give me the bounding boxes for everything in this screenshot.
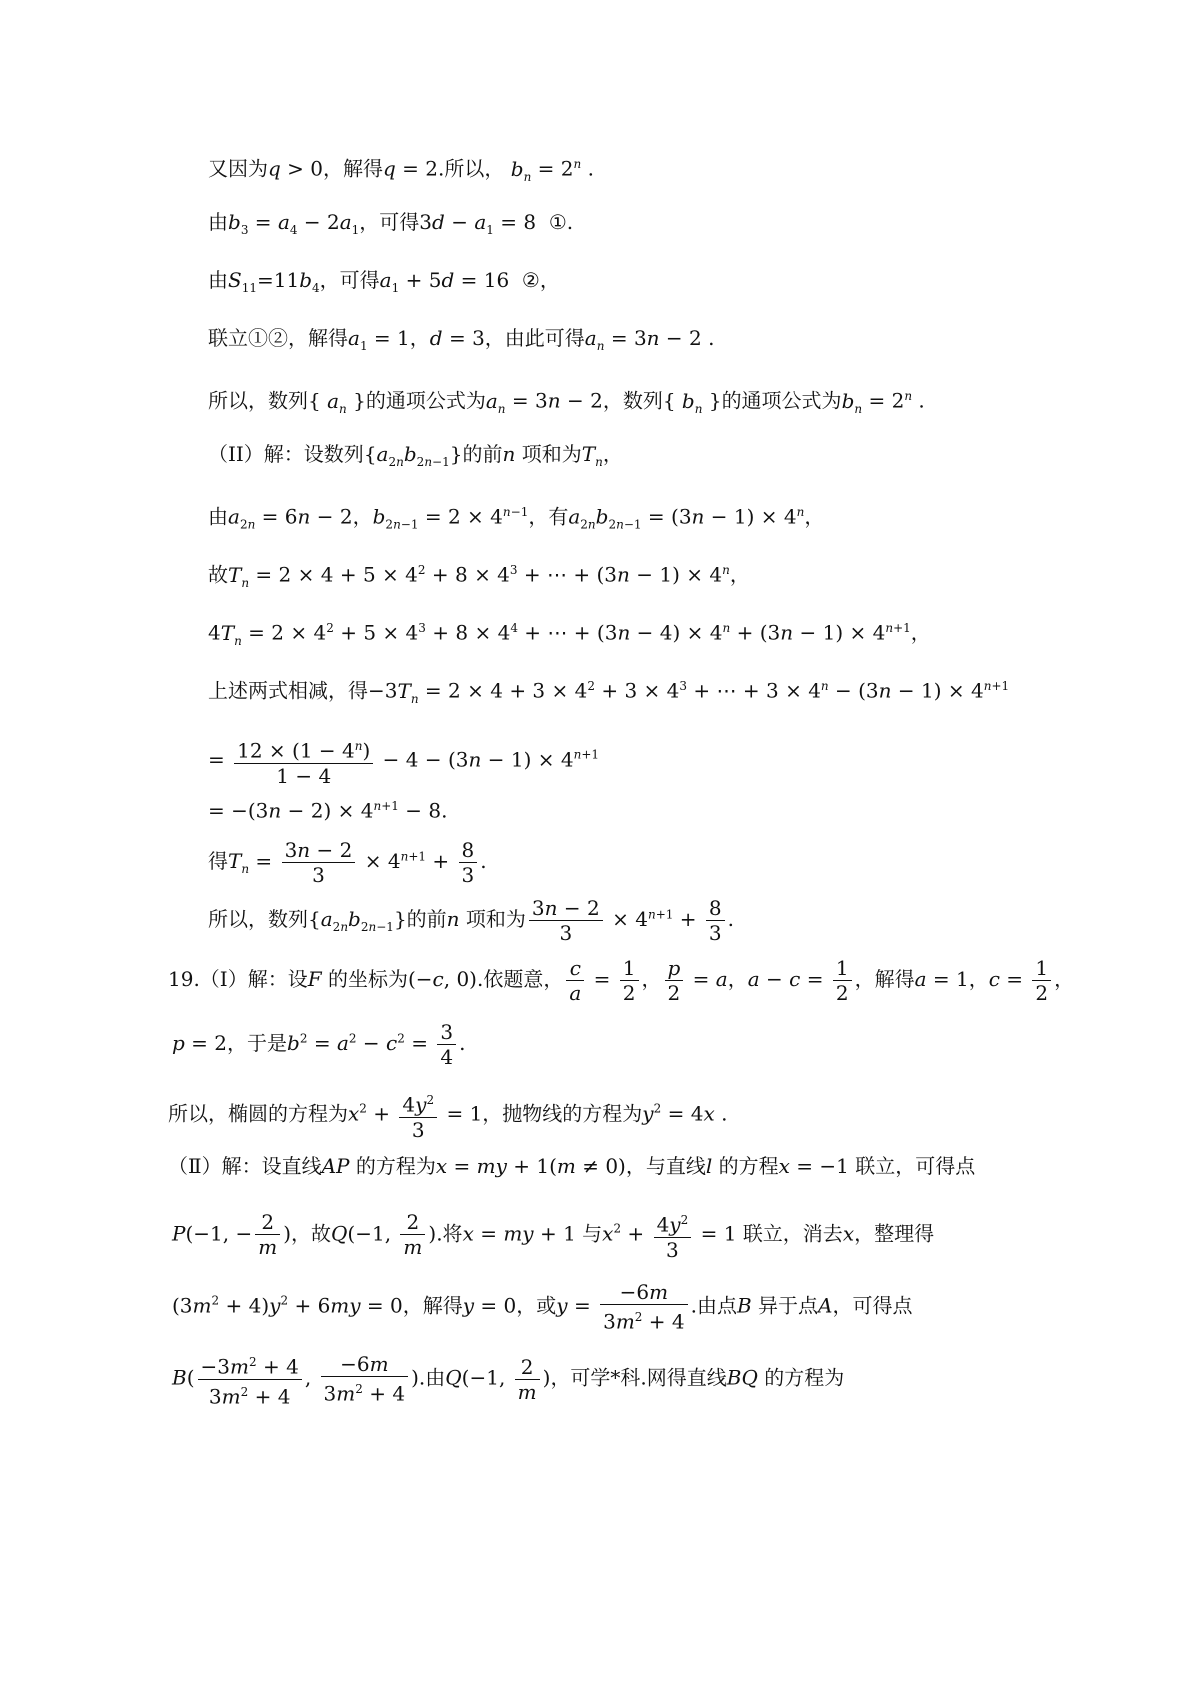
text-segment: 联立，可得点 <box>855 1154 976 1178</box>
line-15: 19.（Ⅰ）解：设F 的坐标为(−c, 0).依题意， $\frac{c}{a}$ = $\frac{1}{2}$ ， $\frac{p}{2}$ = a，a − c = $\frac{1}{2}$ ，解得a = 1，c = $\frac{1}{2}$ ， <box>168 956 1075 1005</box>
line-6: （II）解：设数列$\{a_{2n}b_{2n-1}\}$的前n 项和为$T_n$， <box>208 442 623 469</box>
text-segment: ，解得 <box>323 156 384 181</box>
line-17: 所以，椭圆的方程为$x^2$ + $\frac{4y^2}{3}$ = 1，抛物线的方程为$y^2 = 4x$ . <box>168 1088 727 1142</box>
text-segment: .由点 <box>690 1293 737 1318</box>
text-segment: ， <box>910 620 931 645</box>
text-segment: 联立①②，解得 <box>208 326 348 350</box>
text-segment: 19.（Ⅰ）解：设 <box>168 967 308 991</box>
line-11: = $\frac{12 \times (1 - 4^n)}{1 - 4}$ − $4 - (3n - 1) \times 4^{n+1}$ <box>208 734 599 788</box>
text-segment: ，抛物线的方程为 <box>482 1101 643 1126</box>
text-segment: 与 <box>582 1221 603 1246</box>
line-7: 由$a_{2n} = 6n - 2$，$b_{2n-1} = 2 \times 4^{n-1}$，有$a_{2n}b_{2n-1} = (3n - 1) \times 4^n$， <box>208 504 825 532</box>
text-segment: ，解得 <box>854 967 915 991</box>
text-segment: 联立，消去 <box>742 1221 843 1246</box>
line-1: 又因为q > 0，解得q = 2.所以， $b_n = 2^n$ . <box>208 156 594 184</box>
line-10: 上述两式相减，得$-3T_n = 2 \times 4 + 3 \times 4^2 + 3 \times 4^3$ + ⋯ + $3 \times 4^n - (3n - 1) \times 4^{n+1}$ <box>208 678 1010 706</box>
text-segment: ， <box>602 442 623 466</box>
text-segment: ②， <box>521 268 560 292</box>
text-segment: 的方程为 <box>355 1154 436 1178</box>
text-segment: ，与直线 <box>625 1154 706 1178</box>
text-segment: ①. <box>548 210 574 234</box>
text-segment: 所以，椭圆的方程为 <box>168 1101 348 1126</box>
text-segment: 数列 <box>268 907 308 931</box>
text-segment: 项和为 <box>521 442 582 466</box>
line-21: B( $\frac{-3m^2 + 4}{3m^2 + 4}$ , $\frac{-6m}{3m^2 + 4}$ ).由Q(−1, $\frac{2}{m}$ )，可学*科.网得直线BQ 的方程为 <box>172 1350 844 1408</box>
line-13: 得$T_n$ = $\frac{3n - 2}{3}$ × $4^{n+1}$ + $\frac{8}{3}$ . <box>208 838 487 887</box>
line-16: p = 2，于是$b^2 = a^2 - c^2$ = $\frac{3}{4}$ . <box>172 1020 466 1069</box>
text-segment: ， <box>641 967 662 991</box>
text-segment: 项和为 <box>465 907 526 931</box>
text-segment: .将 <box>436 1221 463 1246</box>
text-segment: 由 <box>208 268 228 292</box>
line-18: （Ⅱ）解：设直线AP 的方程为x = my + 1(m ≠ 0)，与直线l 的方程x = −1 联立，可得点 <box>168 1154 976 1178</box>
text-segment: ， <box>804 504 825 529</box>
line-3: 由$S_{11}=11b_4$，可得$a_1 + 5d = 16$ ②， <box>208 268 560 295</box>
text-segment: ，解得 <box>402 1293 463 1318</box>
line-12: = $-(3n - 2) \times 4^{n+1} - 8$. <box>208 798 448 823</box>
text-segment: ，由此可得 <box>484 326 585 350</box>
text-segment: 的前 <box>462 442 503 466</box>
text-segment: 的通项公式为 <box>721 388 842 413</box>
text-segment: ，数列 <box>602 388 663 413</box>
line-19: P(−1, − $\frac{2}{m}$ )，故Q(−1, $\frac{2}{m}$ ).将x = my + 1 与$x^2$ + $\frac{4y^2}{3}$ = 1 联立，消去x，整理得 <box>172 1208 934 1262</box>
text-segment: ，故 <box>291 1221 332 1246</box>
text-segment: ， <box>968 967 989 991</box>
text-segment: 的前 <box>406 907 447 931</box>
line-9: $4T_n = 2 \times 4^2 + 5 \times 4^3 + 8 \times 4^4$ + ⋯ + $(3n - 4) \times 4^n + (3n - 1) \times 4^{n+1}$， <box>208 620 931 648</box>
text-segment: 的方程 <box>718 1154 779 1178</box>
text-segment: 的方程为 <box>764 1365 845 1390</box>
line-4: 联立①②，解得$a_1 = 1$，d = 3，由此可得$a_n = 3n - 2$ . <box>208 326 715 353</box>
line-20: $(3m^2 + 4)y^2 + 6my = 0$，解得y = 0，或y = $\frac{-6m}{3m^2 + 4}$ .由点B 异于点A，可得点 <box>172 1280 913 1334</box>
text-segment: 异于点 <box>758 1293 819 1318</box>
text-segment: 故 <box>208 562 228 587</box>
text-segment: ， <box>729 562 750 587</box>
text-segment: ，可学*科.网得直线 <box>550 1365 727 1390</box>
text-segment: 所以， <box>208 388 268 413</box>
text-segment: 的通项公式为 <box>365 388 486 413</box>
text-segment: （Ⅱ）解：设直线 <box>168 1154 322 1178</box>
text-segment: .由 <box>418 1365 446 1390</box>
text-segment: 由 <box>208 504 228 529</box>
text-segment: ，可得 <box>359 210 420 234</box>
text-segment: 数列 <box>268 388 308 413</box>
text-segment: ，于是 <box>227 1031 288 1055</box>
text-segment: ， <box>409 326 430 350</box>
text-segment: 由 <box>208 210 228 234</box>
line-2: 由$b_3 = a_4 - 2a_1$，可得$3d - a_1 = 8$ ①. <box>208 210 574 237</box>
line-8: 故$T_n = 2 \times 4 + 5 \times 4^2 + 8 \times 4^3$ + ⋯ + $(3n - 1) \times 4^n$， <box>208 562 750 590</box>
line-5: 所以，数列{ $a_n$ }的通项公式为$a_n = 3n - 2$，数列{ $b_n$ }的通项公式为$b_n = 2^n$ . <box>208 388 925 416</box>
line-14: 所以，数列$\{a_{2n}b_{2n-1}\}$的前n 项和为 $\frac{3n - 2}{3}$ × $4^{n+1}$ + $\frac{8}{3}$ . <box>208 896 734 945</box>
text-segment: 的坐标为 <box>327 967 408 991</box>
text-segment: 又因为 <box>208 156 268 181</box>
text-segment: ，或 <box>516 1293 557 1318</box>
text-segment: ，可得点 <box>832 1293 913 1318</box>
text-segment: 上述两式相减，得 <box>208 678 368 703</box>
text-segment: 得 <box>208 849 228 873</box>
text-segment: ， <box>1054 967 1075 991</box>
text-segment: 所以， <box>208 907 268 931</box>
text-segment: ， <box>352 504 373 529</box>
text-segment: ，有 <box>528 504 569 529</box>
text-segment: .所以， <box>438 156 505 181</box>
text-segment: .依题意， <box>476 967 564 991</box>
text-segment: ， <box>727 967 748 991</box>
text-segment: ，可得 <box>319 268 380 292</box>
text-segment: （II）解：设数列 <box>208 442 364 466</box>
text-segment: ，整理得 <box>854 1221 935 1246</box>
